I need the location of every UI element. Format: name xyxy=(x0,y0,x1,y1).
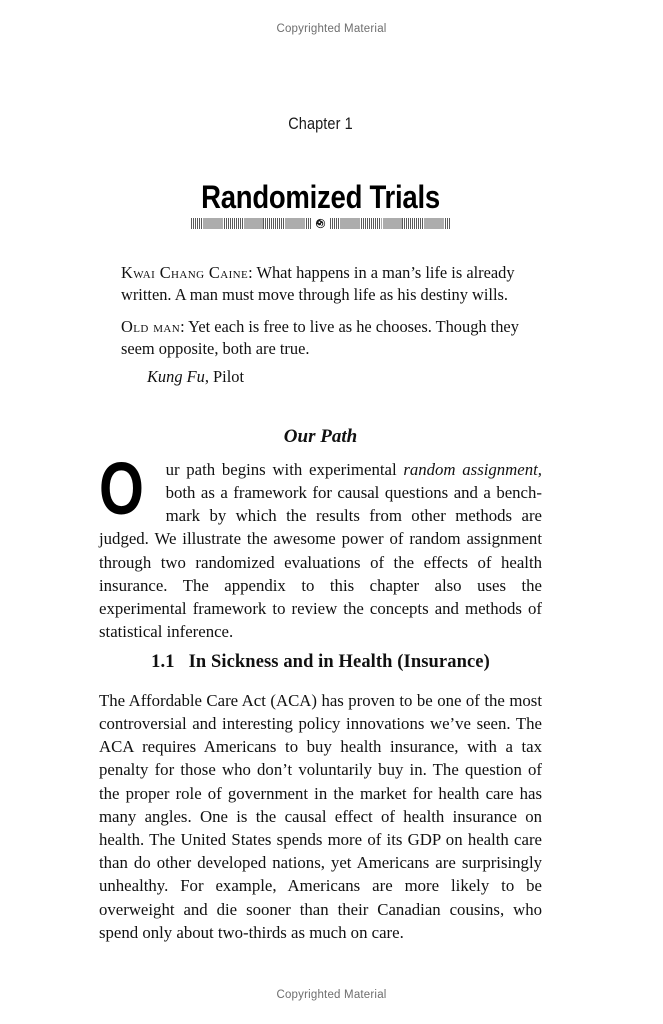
our-path-text-part1: ur path begins with experimental xyxy=(165,459,404,479)
our-path-text-part2: both as a framework for causal questions and a benchmark by which the results from other methods are judged. We illustrate the awesome power of random assignment through two randomized evaluations of the effects of health insurance. The appendix to this chapter also uses the experimental framework to review the concepts and methods of statistical inference. xyxy=(99,483,542,642)
section-title: In Sickness and in Health (Insurance) xyxy=(188,651,490,672)
epigraph-attribution xyxy=(147,366,542,388)
epigraph-quote-1 xyxy=(121,262,542,305)
epigraph-text-2: Yet each is free to live as he chooses. Though they seem opposite, both are true. xyxy=(121,317,519,358)
attribution-episode: , Pilot xyxy=(204,367,244,386)
our-path-emphasis-random-assignment: random assignment, xyxy=(403,459,542,479)
divider-ticks-left xyxy=(191,218,311,229)
epigraph-block xyxy=(121,262,542,388)
spiral-ornament-icon xyxy=(315,218,326,229)
epigraph-speaker-1: Kwai Chang Caine xyxy=(121,263,249,282)
epigraph-quote-2 xyxy=(121,316,542,359)
section-heading-our-path: Our Path xyxy=(283,425,358,447)
epigraph-separator-1: : xyxy=(248,263,257,282)
our-path-paragraph xyxy=(99,446,542,644)
epigraph-speaker-2: Old man xyxy=(121,317,181,336)
section-body-paragraph: The Affordable Care Act (ACA) has proven to be one of the most controversial and interesting policy innovations we’ve seen. The ACA requires Americans to buy health insurance, with a tax penalty for those who don’t voluntarily buy in. The question of the proper role of government in the market for health care has many angles. One is the causal effect of health insurance on health. The United States spends more of its GDP on health care than do other developed nations, yet Americans are surprisingly unhealthy. For example, Americans are more likely to be overweight and die sooner than their Canadian cousins, who spend only about two-thirds as much on care. xyxy=(99,690,542,942)
attribution-work-title: Kung Fu xyxy=(147,367,205,386)
epigraph-text-1: What happens in a man’s life is already written. A man must move through life as his destiny wills. xyxy=(121,263,515,304)
drop-cap-letter: O xyxy=(99,446,144,530)
section-heading-1-1 xyxy=(99,652,542,673)
section-number: 1.1 xyxy=(151,651,175,672)
copyright-watermark-bottom: Copyrighted Material xyxy=(276,989,387,1001)
epigraph-separator-2: : xyxy=(180,317,189,336)
divider-ticks-right xyxy=(330,218,450,229)
copyright-watermark-top: Copyrighted Material xyxy=(276,23,387,35)
chapter-label: Chapter 1 xyxy=(288,115,353,133)
page-title: Randomized Trials xyxy=(201,179,440,216)
ornamental-divider xyxy=(99,215,542,231)
